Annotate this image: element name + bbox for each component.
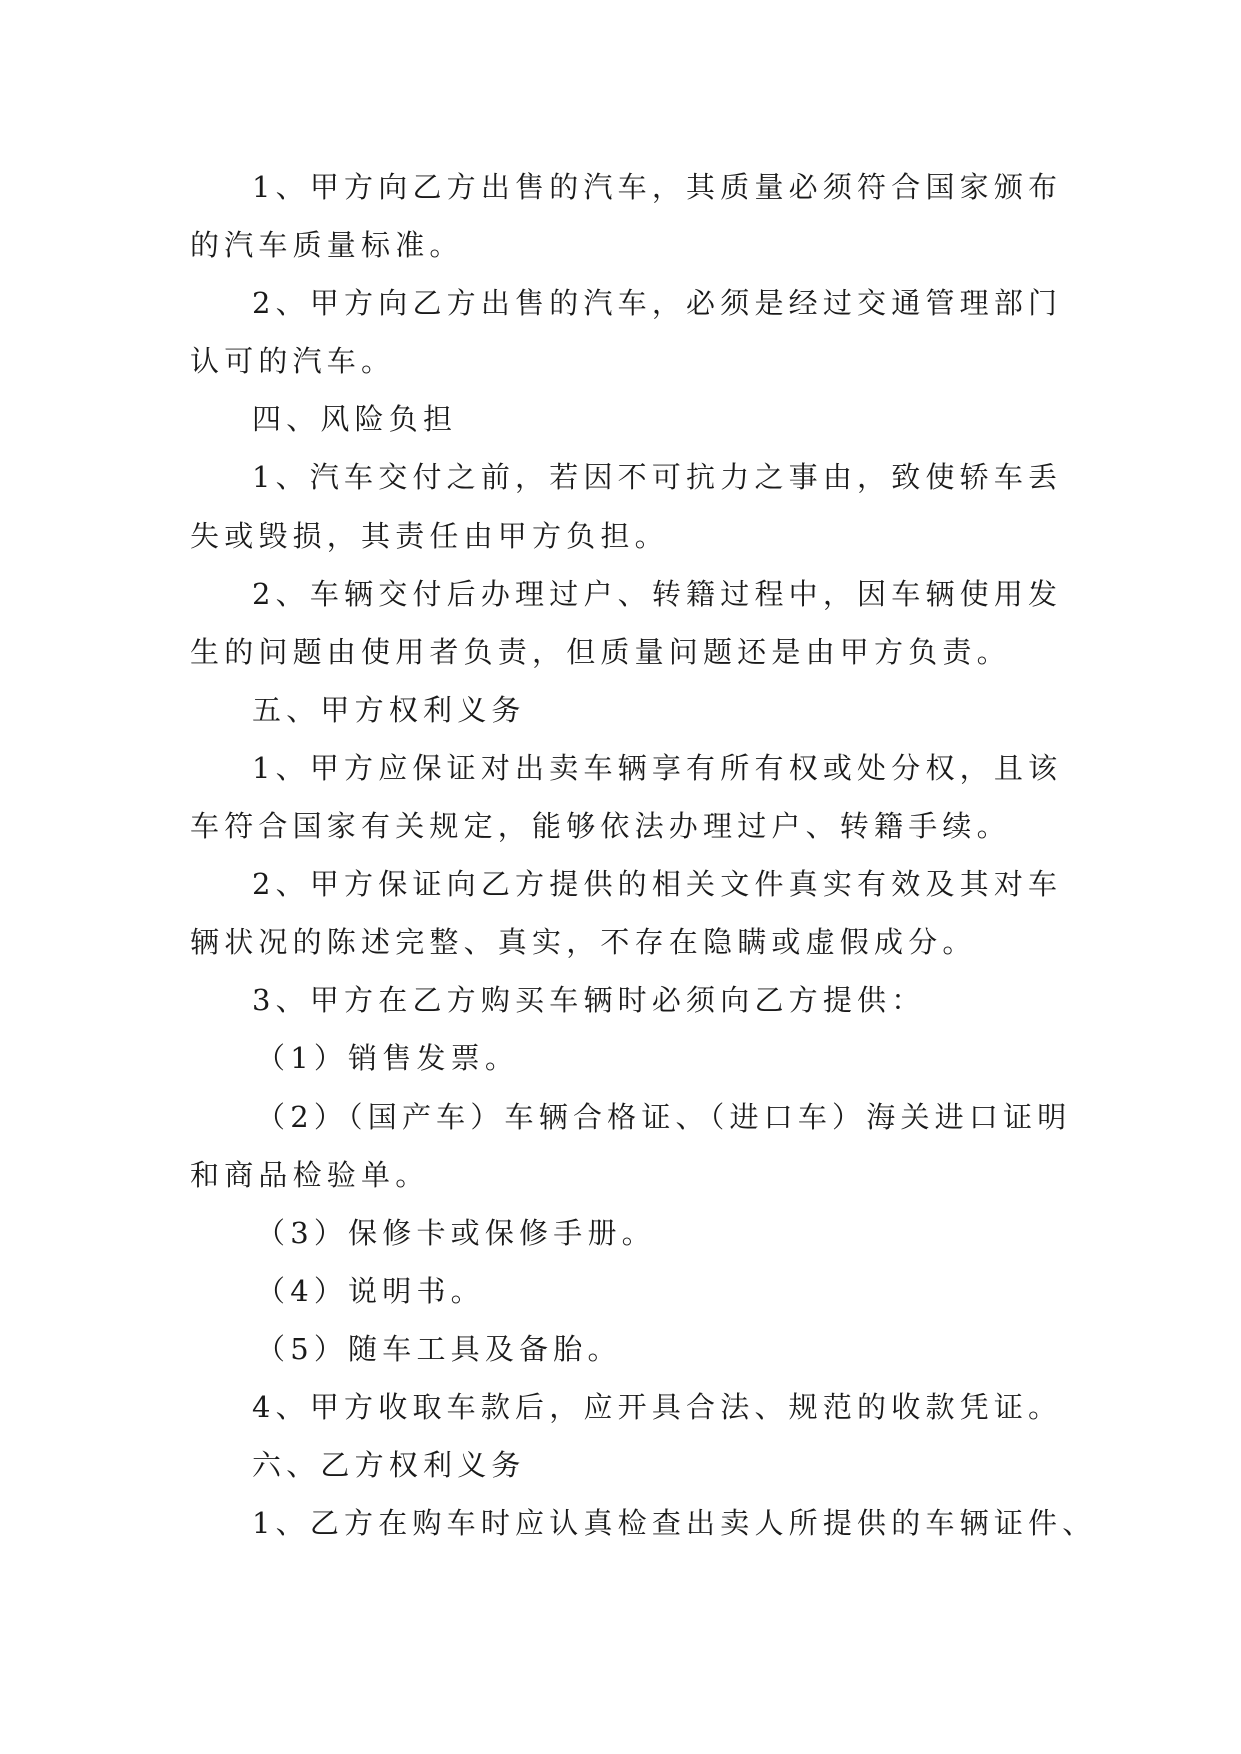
- list-item-2-line-1: （2）（国产车）车辆合格证、（进口车）海关进口证明: [256, 1099, 1072, 1134]
- clause-5-3: 3、甲方在乙方购买车辆时必须向乙方提供：: [252, 983, 926, 1018]
- clause-3-1-line-1: 1、甲方向乙方出售的汽车，其质量必须符合国家颁布: [252, 170, 1063, 204]
- list-item-4: （4）说明书。: [256, 1273, 485, 1308]
- list-item-5: （5）随车工具及备胎。: [256, 1331, 622, 1366]
- clause-3-2-line-1: 2、甲方向乙方出售的汽车，必须是经过交通管理部门: [252, 286, 1063, 321]
- clause-3-2-line-2: 认可的汽车。: [190, 344, 396, 379]
- clause-4-1-line-2: 失或毁损，其责任由甲方负担。: [190, 518, 669, 553]
- list-item-2-line-2: 和商品检验单。: [190, 1157, 430, 1192]
- clause-3-1-line-2: 的汽车质量标准。: [190, 228, 464, 263]
- clause-4-2-line-1: 2、车辆交付后办理过户、转籍过程中，因车辆使用发: [252, 576, 1063, 611]
- section-heading-risk: 四、风险负担: [252, 402, 458, 437]
- clause-4-1-line-1: 1、汽车交付之前，若因不可抗力之事由，致使轿车丢: [252, 460, 1063, 495]
- clause-5-1-line-1: 1、甲方应保证对出卖车辆享有所有权或处分权，且该: [252, 750, 1063, 785]
- clause-6-1-line-1: 1、乙方在购车时应认真检查出卖人所提供的车辆证件、: [252, 1506, 1097, 1541]
- clause-5-4: 4、甲方收取车款后，应开具合法、规范的收款凭证。: [252, 1389, 1063, 1424]
- clause-4-2-line-2: 生的问题由使用者负责，但质量问题还是由甲方负责。: [190, 634, 1011, 669]
- document-body: [190, 158, 1097, 1552]
- clause-5-2-line-1: 2、甲方保证向乙方提供的相关文件真实有效及其对车: [252, 867, 1063, 902]
- clause-5-2-line-2: 辆状况的陈述完整、真实，不存在隐瞒或虚假成分。: [190, 925, 977, 960]
- clause-5-1-line-2: 车符合国家有关规定，能够依法办理过户、转籍手续。: [190, 809, 1011, 844]
- list-item-3: （3）保修卡或保修手册。: [256, 1215, 656, 1250]
- section-heading-party-a: 五、甲方权利义务: [252, 692, 526, 727]
- section-heading-party-b: 六、乙方权利义务: [252, 1448, 526, 1483]
- list-item-1: （1）销售发票。: [256, 1041, 520, 1076]
